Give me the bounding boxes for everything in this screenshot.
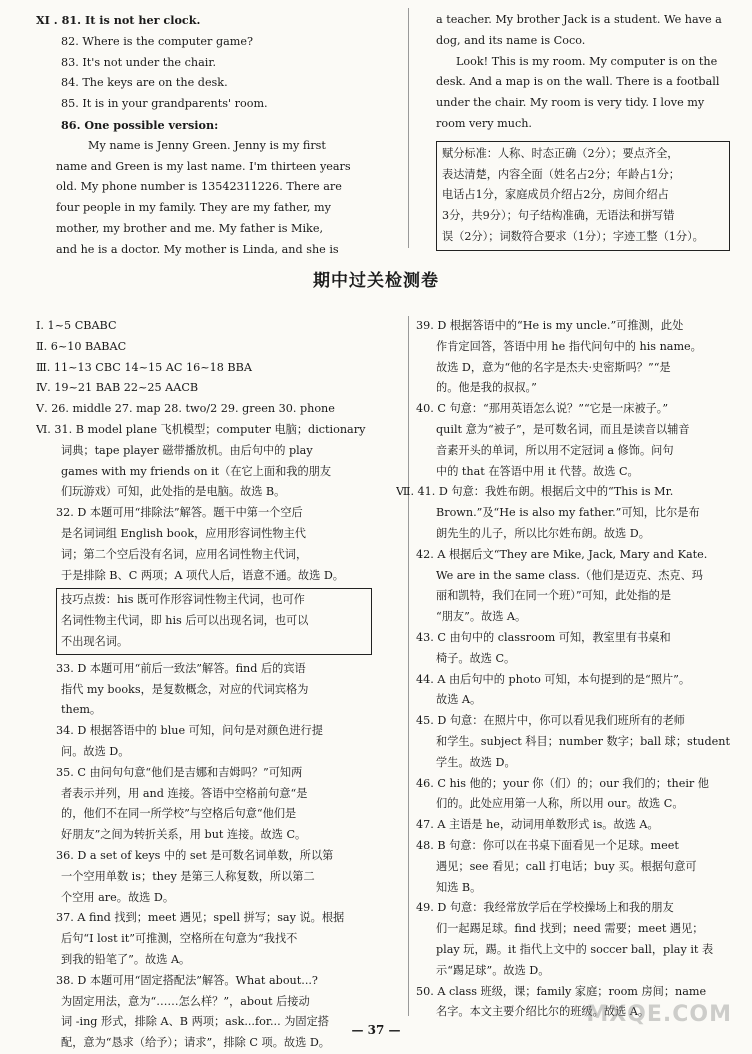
answer-line: 40. C 句意：“那用英语怎么说？”“它是一床被子。” <box>416 402 669 416</box>
answer-line: 好朋友”之间为转折关系，用 but 连接。故选 C。 <box>61 828 307 842</box>
answer-line: 学生。故选 D。 <box>436 755 516 769</box>
column-divider <box>408 8 409 248</box>
essay-line: room very much. <box>436 116 532 130</box>
answer-line: 和学生。subject 科目；number 数字；ball 球；student <box>436 734 730 748</box>
answer-line: 49. D 句意：我经常放学后在学校操场上和我的朋友 <box>416 901 674 915</box>
essay-line: Look! This is my room. My computer is on the <box>456 54 718 68</box>
answer-line: 朗先生的儿子，所以比尔姓布朗。故选 D。 <box>436 526 650 540</box>
answer-line: 是名词词组 English book，应用形容词性物主代 <box>61 526 306 540</box>
answer-line: 为固定用法，意为“……怎么样？”，about 后接动 <box>61 994 310 1008</box>
tip-line: 不出现名词。 <box>61 634 129 648</box>
essay-line: My name is Jenny Green. Jenny is my first <box>88 138 326 152</box>
answer-line: “朋友”。故选 A。 <box>436 610 527 624</box>
answer-line: Ⅴ. 26. middle 27. map 28. two/2 29. green 30. phone <box>36 402 335 416</box>
essay-line: a teacher. My brother Jack is a student. We have a <box>436 13 722 26</box>
answer-line: 配，意为“恳求（给予）；请求”，排除 C 项。故选 D。 <box>61 1036 330 1050</box>
answer-line: 47. A 主语是 he，动词用单数形式 is。故选 A。 <box>416 818 659 832</box>
tip-box <box>56 588 372 654</box>
answer-line: 46. C his 他的；your 你（们）的；our 我们的；their 他 <box>416 776 709 790</box>
answer-line: 83. It's not under the chair. <box>61 55 216 69</box>
answer-line: 椅子。故选 C。 <box>436 651 516 665</box>
answer-line: 词典；tape player 磁带播放机。由后句中的 play <box>61 443 313 457</box>
answer-line: 后句“I lost it”可推测，空格所在句意为“我找不 <box>61 932 298 946</box>
answer-line: 82. Where is the computer game? <box>61 34 254 48</box>
answer-line: 35. C 由问句句意“他们是吉娜和吉姆吗？”可知两 <box>56 765 303 779</box>
answer-line: 丽和凯特，我们在同一个班）”可知，此处指的是 <box>436 589 672 603</box>
essay-line: mother, my brother and me. My father is Mike, <box>56 221 324 235</box>
scoring-line: 赋分标准：人称、时态正确（2分）；要点齐全， <box>442 146 679 160</box>
answer-line: 33. D 本题可用“前后一致法”解答。find 后的宾语 <box>56 661 306 675</box>
answer-line: XI . 81. It is not her clock. <box>36 13 201 27</box>
answer-line: Ⅶ. 41. D 句意：我姓布朗。根据后文中的“This is Mr. <box>396 485 674 499</box>
answer-line: 50. A class 班级，课；family 家庭；room 房间；name <box>416 984 707 998</box>
page-number: — 37 — <box>351 1023 401 1037</box>
answer-line: 一个空用单数 is；they 是第三人称复数，所以第二 <box>61 869 315 883</box>
answer-line: 词 -ing 形式，排除 A、B 两项；ask...for... 为固定搭 <box>61 1015 329 1029</box>
answer-line: Ⅲ. 11~13 CBC 14~15 AC 16~18 BBA <box>36 360 252 374</box>
answer-line: 84. The keys are on the desk. <box>61 76 228 90</box>
essay-line: four people in my family. They are my father, my <box>56 201 331 215</box>
answer-line: quilt 意为“被子”，是可数名词，而且是读音以辅音 <box>436 422 690 436</box>
answer-line: 故选 D，意为“他的名字是杰夫·史密斯吗？”“是 <box>436 360 671 374</box>
top-right-column <box>436 10 730 255</box>
tip-line: 名词性物主代词，即 his 后可以出现名词，也可以 <box>61 614 309 628</box>
answer-line: 36. D a set of keys 中的 set 是可数名词单数，所以第 <box>56 848 334 862</box>
watermark: MXQE.COM <box>586 1002 732 1028</box>
answer-line: 85. It is in your grandparents' room. <box>61 97 268 111</box>
answer-line: 个空用 are。故选 D。 <box>61 890 175 904</box>
answer-line: 知选 B。 <box>436 880 482 894</box>
answer-line: 34. D 根据答语中的 blue 可知，问句是对颜色进行提 <box>56 724 323 738</box>
essay-line: dog, and its name is Coco. <box>436 33 586 47</box>
answer-line: 中的 that 在答语中用 it 代替。故选 C。 <box>436 464 639 478</box>
answer-line: 的。他是我的叔叔。” <box>436 381 537 395</box>
essay-line: old. My phone number is 13542311226. There are <box>56 180 342 194</box>
column-divider <box>408 316 409 1016</box>
answer-line: 37. A find 找到；meet 遇见；spell 拼写；say 说。根据 <box>56 911 345 925</box>
answer-line: 指代 my books，是复数概念，对应的代词宾格为 <box>61 682 309 696</box>
answer-line: 86. One possible version: <box>61 117 219 132</box>
answer-line: Ⅳ. 19~21 BAB 22~25 AACB <box>36 381 199 395</box>
answer-line: 39. D 根据答语中的“He is my uncle.”可推测，此处 <box>416 319 684 332</box>
answer-line: 44. A 由后句中的 photo 可知，本句提到的是“照片”。 <box>416 672 691 686</box>
answer-line: 音素开头的单词，所以用不定冠词 a 修饰。问句 <box>436 443 674 457</box>
answer-line: Ⅵ. 31. B model plane 飞机模型；computer 电脑；dictionary <box>36 422 366 436</box>
answer-line: 名字。本文主要介绍比尔的班级。故选 A。 <box>436 1005 650 1019</box>
answer-line: 作肯定回答，答语中用 he 指代问句中的 his name。 <box>436 339 702 353</box>
answer-line: play 玩，踢。it 指代上文中的 soccer ball，play it 表 <box>436 942 714 956</box>
answer-line: games with my friends on it（在它上面和我的朋友 <box>61 464 332 478</box>
answer-line: We are in the same class.（他们是迈克、杰克、玛 <box>436 568 703 582</box>
answer-line: Ⅱ. 6~10 BABAC <box>36 339 127 353</box>
answer-line: 故选 A。 <box>436 693 482 707</box>
answer-line: 词；第二个空后没有名词，应用名词性物主代词， <box>61 547 308 561</box>
answer-line: Ⅰ. 1~5 CBABC <box>36 319 117 332</box>
answer-line: them。 <box>61 703 102 717</box>
answer-line: 们的。此处应用第一人称，所以用 our。故选 C。 <box>436 797 684 811</box>
essay-line: desk. And a map is on the wall. There is a football <box>436 75 720 89</box>
answer-line: 45. D 句意：在照片中，你可以看见我们班所有的老师 <box>416 714 685 728</box>
left-answer-column <box>36 316 372 1054</box>
essay-line: name and Green is my last name. I'm thirteen years <box>56 159 351 173</box>
answer-line: 问。故选 D。 <box>61 744 130 758</box>
answer-line: Brown.”及“He is also my father.”可知，比尔是布 <box>436 506 700 520</box>
answer-line: 遇见；see 看见；call 打电话；buy 买。根据句意可 <box>436 859 697 873</box>
scoring-standard-box <box>436 141 730 251</box>
scoring-line: 电话占1分，家庭成员介绍占2分，房间介绍占 <box>442 188 669 202</box>
answer-line: 42. A 根据后文“They are Mike, Jack, Mary and Kate. <box>416 547 708 561</box>
answer-line: 32. D 本题可用“排除法”解答。题干中第一个空后 <box>56 506 303 520</box>
answer-line: 43. C 由句中的 classroom 可知，教室里有书桌和 <box>416 630 671 644</box>
answer-line: 们一起踢足球。find 找到；need 需要；meet 遇见； <box>436 922 704 936</box>
tip-line: 技巧点拨：his 既可作形容词性物主代词，也可作 <box>61 593 305 607</box>
answer-line: 的，他们不在同一所学校”与空格后句意“他们是 <box>61 807 297 821</box>
answer-line: 者表示并列，用 and 连接。答语中空格前句意“是 <box>61 786 308 800</box>
essay-line: and he is a doctor. My mother is Linda, and she is <box>56 242 339 256</box>
answer-line: 示“踢足球”。故选 D。 <box>436 963 550 977</box>
scoring-line: 误（2分）；词数符合要求（1分）；字迹工整（1分）。 <box>442 229 704 243</box>
section-title: 期中过关检测卷 <box>313 271 439 291</box>
answer-line: 38. D 本题可用“固定搭配法”解答。What about...? <box>56 973 318 987</box>
scoring-line: 表达清楚，内容全面（姓名占2分；年龄占1分； <box>442 167 680 181</box>
answer-line: 于是排除 B、C 两项；A 项代人后，语意不通。故选 D。 <box>61 568 344 582</box>
answer-line: 到我的铅笔了”。故选 A。 <box>61 952 191 966</box>
essay-line: under the chair. My room is very tidy. I love my <box>436 96 705 110</box>
answer-line: 48. B 句意：你可以在书桌下面看见一个足球。meet <box>416 838 679 852</box>
answer-line: 们玩游戏）可知，此处指的是电脑。故选 B。 <box>61 485 286 499</box>
right-answer-column <box>396 316 732 1023</box>
top-left-column <box>36 10 372 261</box>
scoring-line: 3分，共9分）；句子结构准确，无语法和拼写错 <box>442 209 675 223</box>
